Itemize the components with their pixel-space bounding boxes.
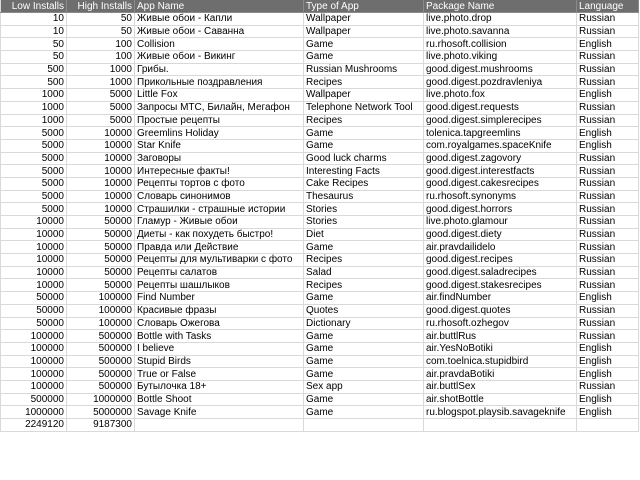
- package-name-cell[interactable]: good.digest.horrors: [424, 203, 577, 216]
- app-name-cell[interactable]: Словарь Ожегова: [135, 317, 304, 330]
- low-installs-cell[interactable]: 1000000: [1, 406, 67, 419]
- language-cell[interactable]: Russian: [577, 203, 639, 216]
- language-cell[interactable]: English: [577, 342, 639, 355]
- app-type-cell[interactable]: Telephone Network Tool: [304, 101, 424, 114]
- high-installs-cell[interactable]: 100000: [67, 317, 135, 330]
- app-name-cell[interactable]: Stupid Birds: [135, 355, 304, 368]
- high-installs-cell[interactable]: 9187300: [67, 419, 135, 432]
- table-row: [1, 393, 639, 406]
- app-name-cell[interactable]: [135, 419, 304, 432]
- app-name-cell[interactable]: Бутылочка 18+: [135, 380, 304, 393]
- package-name-cell[interactable]: live.photo.savanna: [424, 25, 577, 38]
- package-name-cell[interactable]: live.photo.drop: [424, 13, 577, 26]
- table-row: [1, 177, 639, 190]
- totals-row: [1, 419, 639, 432]
- low-installs-cell[interactable]: 500000: [1, 393, 67, 406]
- app-name-cell[interactable]: Красивые фразы: [135, 304, 304, 317]
- low-installs-cell[interactable]: 10: [1, 25, 67, 38]
- app-name-cell[interactable]: Страшилки - страшные истории: [135, 203, 304, 216]
- high-installs-cell[interactable]: 100000: [67, 292, 135, 305]
- low-installs-cell[interactable]: 50000: [1, 304, 67, 317]
- low-installs-cell[interactable]: 1000: [1, 101, 67, 114]
- table-row: [1, 89, 639, 102]
- app-name-cell[interactable]: I believe: [135, 342, 304, 355]
- low-installs-cell[interactable]: 1000: [1, 114, 67, 127]
- table-row: [1, 266, 639, 279]
- app-type-cell[interactable]: Russian Mushrooms: [304, 63, 424, 76]
- low-installs-cell[interactable]: 10000: [1, 254, 67, 267]
- package-name-cell[interactable]: ru.rhosoft.synonyms: [424, 190, 577, 203]
- app-type-cell[interactable]: [304, 419, 424, 432]
- package-name-cell[interactable]: air.pravdailidelo: [424, 241, 577, 254]
- app-name-cell[interactable]: Словарь синонимов: [135, 190, 304, 203]
- app-type-cell[interactable]: Recipes: [304, 254, 424, 267]
- language-cell[interactable]: English: [577, 368, 639, 381]
- table-row: [1, 190, 639, 203]
- low-installs-cell[interactable]: 5000: [1, 190, 67, 203]
- low-installs-cell[interactable]: 50: [1, 51, 67, 64]
- high-installs-cell[interactable]: 500000: [67, 355, 135, 368]
- table-row: [1, 254, 639, 267]
- table-row: [1, 304, 639, 317]
- package-name-cell[interactable]: tolenica.tapgreemlins: [424, 127, 577, 140]
- package-name-cell[interactable]: good.digest.simplerecipes: [424, 114, 577, 127]
- package-name-cell[interactable]: air.buttlRus: [424, 330, 577, 343]
- language-cell[interactable]: Russian: [577, 254, 639, 267]
- low-installs-cell[interactable]: 100000: [1, 330, 67, 343]
- language-cell[interactable]: Russian: [577, 76, 639, 89]
- package-name-cell[interactable]: ru.blogspot.playsib.savageknife: [424, 406, 577, 419]
- package-name-cell[interactable]: good.digest.quotes: [424, 304, 577, 317]
- low-installs-cell[interactable]: 100000: [1, 380, 67, 393]
- package-name-cell[interactable]: good.digest.pozdravleniya: [424, 76, 577, 89]
- app-type-cell[interactable]: Game: [304, 292, 424, 305]
- app-name-cell[interactable]: Greemlins Holiday: [135, 127, 304, 140]
- table-row: [1, 114, 639, 127]
- high-installs-cell[interactable]: 50: [67, 25, 135, 38]
- low-installs-cell[interactable]: 500: [1, 76, 67, 89]
- table-row: [1, 63, 639, 76]
- table-row: [1, 342, 639, 355]
- table-row: [1, 139, 639, 152]
- language-cell[interactable]: [577, 419, 639, 432]
- high-installs-cell[interactable]: 10000: [67, 165, 135, 178]
- app-type-cell[interactable]: Stories: [304, 216, 424, 229]
- low-installs-cell[interactable]: 5000: [1, 203, 67, 216]
- low-installs-cell[interactable]: 10000: [1, 266, 67, 279]
- app-type-cell[interactable]: Wallpaper: [304, 89, 424, 102]
- high-installs-cell[interactable]: 5000: [67, 101, 135, 114]
- low-installs-cell[interactable]: 5000: [1, 139, 67, 152]
- high-installs-cell[interactable]: 10000: [67, 190, 135, 203]
- language-cell[interactable]: Russian: [577, 330, 639, 343]
- low-installs-cell[interactable]: 2249120: [1, 419, 67, 432]
- package-name-cell[interactable]: good.digest.mushrooms: [424, 63, 577, 76]
- table-row: [1, 368, 639, 381]
- header-low-installs[interactable]: Low Installs: [1, 0, 67, 13]
- low-installs-cell[interactable]: 100000: [1, 368, 67, 381]
- table-row: [1, 203, 639, 216]
- app-name-cell[interactable]: Диеты - как похудеть быстро!: [135, 228, 304, 241]
- app-type-cell[interactable]: Game: [304, 368, 424, 381]
- high-installs-cell[interactable]: 10000: [67, 177, 135, 190]
- package-name-cell[interactable]: [424, 419, 577, 432]
- package-name-cell[interactable]: good.digest.requests: [424, 101, 577, 114]
- table-row: [1, 380, 639, 393]
- language-cell[interactable]: Russian: [577, 165, 639, 178]
- low-installs-cell[interactable]: 10000: [1, 216, 67, 229]
- high-installs-cell[interactable]: 500000: [67, 330, 135, 343]
- package-name-cell[interactable]: com.royalgames.spaceKnife: [424, 139, 577, 152]
- app-name-cell[interactable]: Рецепты тортов с фото: [135, 177, 304, 190]
- package-name-cell[interactable]: air.buttlSex: [424, 380, 577, 393]
- low-installs-cell[interactable]: 10000: [1, 228, 67, 241]
- table-row: [1, 152, 639, 165]
- language-cell[interactable]: English: [577, 406, 639, 419]
- table-row: [1, 330, 639, 343]
- app-type-cell[interactable]: Game: [304, 51, 424, 64]
- low-installs-cell[interactable]: 100000: [1, 355, 67, 368]
- app-name-cell[interactable]: Прикольные поздравления: [135, 76, 304, 89]
- app-type-cell[interactable]: Game: [304, 406, 424, 419]
- app-name-cell[interactable]: Star Knife: [135, 139, 304, 152]
- app-type-cell[interactable]: Quotes: [304, 304, 424, 317]
- low-installs-cell[interactable]: 50000: [1, 292, 67, 305]
- app-type-cell[interactable]: Game: [304, 342, 424, 355]
- language-cell[interactable]: Russian: [577, 101, 639, 114]
- high-installs-cell[interactable]: 50000: [67, 216, 135, 229]
- language-cell[interactable]: English: [577, 127, 639, 140]
- app-name-cell[interactable]: Запросы МТС, Билайн, Мегафон: [135, 101, 304, 114]
- table-row: [1, 127, 639, 140]
- language-cell[interactable]: Russian: [577, 51, 639, 64]
- package-name-cell[interactable]: live.photo.viking: [424, 51, 577, 64]
- header-type-of-app[interactable]: Type of App: [304, 0, 424, 13]
- table-row: [1, 216, 639, 229]
- app-name-cell[interactable]: Little Fox: [135, 89, 304, 102]
- table-row: [1, 279, 639, 292]
- app-type-cell[interactable]: Dictionary: [304, 317, 424, 330]
- language-cell[interactable]: Russian: [577, 304, 639, 317]
- high-installs-cell[interactable]: 10000: [67, 203, 135, 216]
- app-name-cell[interactable]: Find Number: [135, 292, 304, 305]
- low-installs-cell[interactable]: 100000: [1, 342, 67, 355]
- app-type-cell[interactable]: Game: [304, 127, 424, 140]
- low-installs-cell[interactable]: 5000: [1, 165, 67, 178]
- language-cell[interactable]: Russian: [577, 190, 639, 203]
- app-name-cell[interactable]: Правда или Действие: [135, 241, 304, 254]
- low-installs-cell[interactable]: 50000: [1, 317, 67, 330]
- high-installs-cell[interactable]: 500000: [67, 342, 135, 355]
- header-app-name[interactable]: App Name: [135, 0, 304, 13]
- high-installs-cell[interactable]: 50000: [67, 241, 135, 254]
- table-body: [1, 13, 639, 432]
- app-name-cell[interactable]: Collision: [135, 38, 304, 51]
- app-type-cell[interactable]: Cake Recipes: [304, 177, 424, 190]
- language-cell[interactable]: English: [577, 89, 639, 102]
- app-name-cell[interactable]: Интересные факты!: [135, 165, 304, 178]
- high-installs-cell[interactable]: 500000: [67, 368, 135, 381]
- table-row: [1, 76, 639, 89]
- language-cell[interactable]: Russian: [577, 114, 639, 127]
- table-row: [1, 317, 639, 330]
- package-name-cell[interactable]: ru.rhosoft.collision: [424, 38, 577, 51]
- app-type-cell[interactable]: Game: [304, 355, 424, 368]
- high-installs-cell[interactable]: 10000: [67, 139, 135, 152]
- app-type-cell[interactable]: Sex app: [304, 380, 424, 393]
- table-row: [1, 241, 639, 254]
- low-installs-cell[interactable]: 500: [1, 63, 67, 76]
- language-cell[interactable]: Russian: [577, 266, 639, 279]
- package-name-cell[interactable]: good.digest.zagovory: [424, 152, 577, 165]
- low-installs-cell[interactable]: 5000: [1, 177, 67, 190]
- low-installs-cell[interactable]: 1000: [1, 89, 67, 102]
- app-type-cell[interactable]: Wallpaper: [304, 25, 424, 38]
- app-type-cell[interactable]: Diet: [304, 228, 424, 241]
- package-name-cell[interactable]: ru.rhosoft.ozhegov: [424, 317, 577, 330]
- language-cell[interactable]: Russian: [577, 152, 639, 165]
- language-cell[interactable]: Russian: [577, 380, 639, 393]
- high-installs-cell[interactable]: 10000: [67, 152, 135, 165]
- language-cell[interactable]: English: [577, 292, 639, 305]
- high-installs-cell[interactable]: 1000: [67, 76, 135, 89]
- package-name-cell[interactable]: air.findNumber: [424, 292, 577, 305]
- app-type-cell[interactable]: Game: [304, 393, 424, 406]
- language-cell[interactable]: Russian: [577, 228, 639, 241]
- table-row: [1, 38, 639, 51]
- language-cell[interactable]: Russian: [577, 13, 639, 26]
- package-name-cell[interactable]: air.shotBottle: [424, 393, 577, 406]
- package-name-cell[interactable]: good.digest.cakesrecipes: [424, 177, 577, 190]
- high-installs-cell[interactable]: 500000: [67, 380, 135, 393]
- low-installs-cell[interactable]: 10000: [1, 279, 67, 292]
- package-name-cell[interactable]: good.digest.diety: [424, 228, 577, 241]
- app-name-cell[interactable]: Живые обои - Саванна: [135, 25, 304, 38]
- table-row: [1, 51, 639, 64]
- app-name-cell[interactable]: Простые рецепты: [135, 114, 304, 127]
- high-installs-cell[interactable]: 5000: [67, 114, 135, 127]
- table-row: [1, 355, 639, 368]
- app-name-cell[interactable]: Savage Knife: [135, 406, 304, 419]
- table-row: [1, 406, 639, 419]
- package-name-cell[interactable]: com.toelnica.stupidbird: [424, 355, 577, 368]
- low-installs-cell[interactable]: 5000: [1, 127, 67, 140]
- package-name-cell[interactable]: live.photo.glamour: [424, 216, 577, 229]
- app-name-cell[interactable]: Рецепты салатов: [135, 266, 304, 279]
- high-installs-cell[interactable]: 10000: [67, 127, 135, 140]
- language-cell[interactable]: Russian: [577, 177, 639, 190]
- app-name-cell[interactable]: True or False: [135, 368, 304, 381]
- package-name-cell[interactable]: live.photo.fox: [424, 89, 577, 102]
- high-installs-cell[interactable]: 5000: [67, 89, 135, 102]
- app-type-cell[interactable]: Salad: [304, 266, 424, 279]
- app-type-cell[interactable]: Thesaurus: [304, 190, 424, 203]
- app-type-cell[interactable]: Game: [304, 330, 424, 343]
- app-name-cell[interactable]: Живые обои - Викинг: [135, 51, 304, 64]
- app-type-cell[interactable]: Recipes: [304, 114, 424, 127]
- language-cell[interactable]: Russian: [577, 317, 639, 330]
- app-type-cell[interactable]: Interesting Facts: [304, 165, 424, 178]
- high-installs-cell[interactable]: 50000: [67, 228, 135, 241]
- language-cell[interactable]: Russian: [577, 25, 639, 38]
- language-cell[interactable]: Russian: [577, 216, 639, 229]
- app-type-cell[interactable]: Wallpaper: [304, 13, 424, 26]
- language-cell[interactable]: English: [577, 393, 639, 406]
- app-type-cell[interactable]: Game: [304, 139, 424, 152]
- language-cell[interactable]: Russian: [577, 63, 639, 76]
- high-installs-cell[interactable]: 1000: [67, 63, 135, 76]
- app-name-cell[interactable]: Заговоры: [135, 152, 304, 165]
- package-name-cell[interactable]: good.digest.stakesrecipes: [424, 279, 577, 292]
- language-cell[interactable]: English: [577, 38, 639, 51]
- app-type-cell[interactable]: Game: [304, 38, 424, 51]
- header-language[interactable]: Language: [577, 0, 639, 13]
- app-name-cell[interactable]: Гламур - Живые обои: [135, 216, 304, 229]
- header-package-name[interactable]: Package Name: [424, 0, 577, 13]
- package-name-cell[interactable]: good.digest.saladrecipes: [424, 266, 577, 279]
- low-installs-cell[interactable]: 5000: [1, 152, 67, 165]
- high-installs-cell[interactable]: 50000: [67, 279, 135, 292]
- app-name-cell[interactable]: Bottle with Tasks: [135, 330, 304, 343]
- app-name-cell[interactable]: Рецепты для мультиварки с фото: [135, 254, 304, 267]
- high-installs-cell[interactable]: 1000000: [67, 393, 135, 406]
- app-type-cell[interactable]: Good luck charms: [304, 152, 424, 165]
- app-type-cell[interactable]: Game: [304, 241, 424, 254]
- low-installs-cell[interactable]: 10: [1, 13, 67, 26]
- table-row: [1, 165, 639, 178]
- high-installs-cell[interactable]: 50000: [67, 266, 135, 279]
- high-installs-cell[interactable]: 100: [67, 51, 135, 64]
- table-row: [1, 13, 639, 26]
- high-installs-cell[interactable]: 100: [67, 38, 135, 51]
- high-installs-cell[interactable]: 50: [67, 13, 135, 26]
- language-cell[interactable]: English: [577, 139, 639, 152]
- language-cell[interactable]: Russian: [577, 241, 639, 254]
- table-row: [1, 25, 639, 38]
- app-name-cell[interactable]: Живые обои - Капли: [135, 13, 304, 26]
- low-installs-cell[interactable]: 10000: [1, 241, 67, 254]
- app-type-cell[interactable]: Recipes: [304, 76, 424, 89]
- high-installs-cell[interactable]: 5000000: [67, 406, 135, 419]
- app-name-cell[interactable]: Рецепты шашлыков: [135, 279, 304, 292]
- language-cell[interactable]: Russian: [577, 279, 639, 292]
- package-name-cell[interactable]: air.YesNoBotiki: [424, 342, 577, 355]
- package-name-cell[interactable]: good.digest.recipes: [424, 254, 577, 267]
- table-row: [1, 292, 639, 305]
- app-name-cell[interactable]: Грибы.: [135, 63, 304, 76]
- package-name-cell[interactable]: good.digest.interestfacts: [424, 165, 577, 178]
- high-installs-cell[interactable]: 50000: [67, 254, 135, 267]
- app-type-cell[interactable]: Recipes: [304, 279, 424, 292]
- app-name-cell[interactable]: Bottle Shoot: [135, 393, 304, 406]
- package-name-cell[interactable]: air.pravdaBotiki: [424, 368, 577, 381]
- low-installs-cell[interactable]: 50: [1, 38, 67, 51]
- table-row: [1, 228, 639, 241]
- header-row: [1, 0, 639, 13]
- app-type-cell[interactable]: Stories: [304, 203, 424, 216]
- high-installs-cell[interactable]: 100000: [67, 304, 135, 317]
- language-cell[interactable]: English: [577, 355, 639, 368]
- table-row: [1, 101, 639, 114]
- header-high-installs[interactable]: High Installs: [67, 0, 135, 13]
